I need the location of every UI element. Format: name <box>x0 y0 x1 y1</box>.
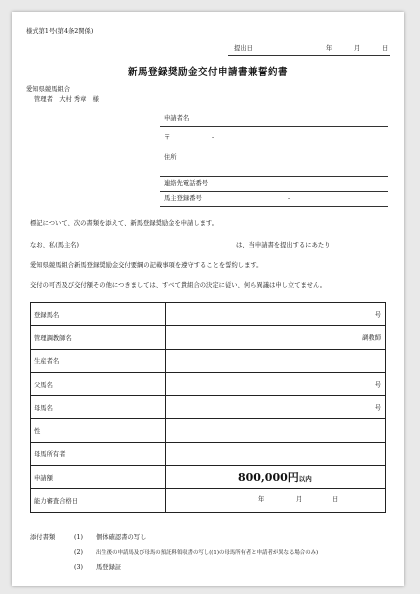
submission-date-label: 提出日 <box>234 45 253 52</box>
pass-date-field[interactable] <box>166 489 386 512</box>
date-year: 年 <box>326 45 333 52</box>
table-row <box>31 372 386 395</box>
applicant-name-label: 申請者名 <box>164 115 190 122</box>
row-label-breeder: 生産者名 <box>31 349 166 372</box>
attachment-item: 個体確認書の写し <box>96 534 147 541</box>
body-paragraph-2-suffix: は、当申請書を提出するにあたり <box>236 242 331 249</box>
table-row <box>31 326 386 349</box>
body-paragraph-2-prefix: なお、私(馬主名) <box>30 242 79 249</box>
pass-date-day: 日 <box>332 496 339 504</box>
attachment-number: (3) <box>74 564 83 571</box>
row-label-dam-owner: 母馬所有者 <box>31 442 166 465</box>
body-paragraph-4: 交付の可否及び交付額その他につきましては、すべて貴組合の決定に従い、何ら異議は申し立てません。 <box>30 282 327 289</box>
table-row <box>31 489 386 512</box>
row-label-amount: 申請額 <box>31 466 166 489</box>
attachment-item: 馬登録証 <box>96 564 122 571</box>
application-amount: 800,000円 <box>238 471 299 485</box>
sex-field[interactable] <box>166 419 386 442</box>
table-row <box>31 349 386 372</box>
row-label-dam: 母馬名 <box>31 396 166 419</box>
body-paragraph-3: 愛知県競馬組合新馬登録奨励金交付要綱の記載事項を遵守することを誓約します。 <box>30 262 263 269</box>
horse-info-table <box>30 302 386 513</box>
addressee-manager: 管理者 大村 秀章 様 <box>34 96 99 103</box>
sire-field[interactable] <box>166 372 386 395</box>
date-underline <box>228 55 390 56</box>
row-suffix: 号 <box>374 311 381 319</box>
addressee-org: 愛知県競馬組合 <box>26 86 71 93</box>
row-suffix: 号 <box>374 404 381 412</box>
owner-number-dash: - <box>288 195 291 202</box>
attachment-number: (2) <box>74 549 83 556</box>
phone-label: 連絡先電話番号 <box>164 180 209 187</box>
address-line[interactable] <box>160 176 388 177</box>
body-paragraph-1: 標記について、次の書類を添えて、新馬登録奨励金を申請します。 <box>30 220 219 227</box>
attachments-label: 添付書類 <box>30 534 56 541</box>
pass-date-year: 年 <box>258 496 265 504</box>
row-label-sex: 性 <box>31 419 166 442</box>
date-month: 月 <box>354 45 361 52</box>
row-label-trainer: 管理調教師名 <box>31 326 166 349</box>
date-day: 日 <box>382 45 389 52</box>
phone-line[interactable] <box>160 191 388 192</box>
postal-dash: - <box>212 134 215 141</box>
document-title: 新馬登録奨励金交付申請書兼誓約書 <box>127 67 288 78</box>
postal-mark: 〒 <box>164 134 171 141</box>
table-row <box>31 396 386 419</box>
attachment-item: 出生後の申請馬及び母馬の預託料領収書の写し((1)の母馬所有者と申請者が異なる場合のみ) <box>96 550 319 556</box>
row-label-horse-name: 登録馬名 <box>31 303 166 326</box>
owner-number-label: 馬主登録番号 <box>164 195 202 202</box>
trainer-field[interactable] <box>166 326 386 349</box>
address-label: 住所 <box>164 154 177 161</box>
application-form <box>12 12 404 586</box>
applicant-name-line[interactable] <box>160 126 388 127</box>
table-row <box>31 442 386 465</box>
table-row <box>31 419 386 442</box>
dam-owner-field[interactable] <box>166 442 386 465</box>
row-suffix: 号 <box>374 381 381 389</box>
attachment-number: (1) <box>74 534 83 541</box>
owner-number-line[interactable] <box>160 206 388 207</box>
form-number: 様式第1号(第4条2関係) <box>26 28 94 35</box>
row-suffix: 調教師 <box>362 334 381 342</box>
row-label-sire: 父馬名 <box>31 372 166 395</box>
amount-unit: 以内 <box>298 475 312 484</box>
amount-field <box>166 466 386 489</box>
table-row <box>31 466 386 489</box>
pass-date-month: 月 <box>296 496 303 504</box>
horse-name-field[interactable] <box>166 303 386 326</box>
breeder-field[interactable] <box>166 349 386 372</box>
table-row <box>31 303 386 326</box>
row-label-pass-date: 能力審査合格日 <box>31 489 166 512</box>
dam-field[interactable] <box>166 396 386 419</box>
